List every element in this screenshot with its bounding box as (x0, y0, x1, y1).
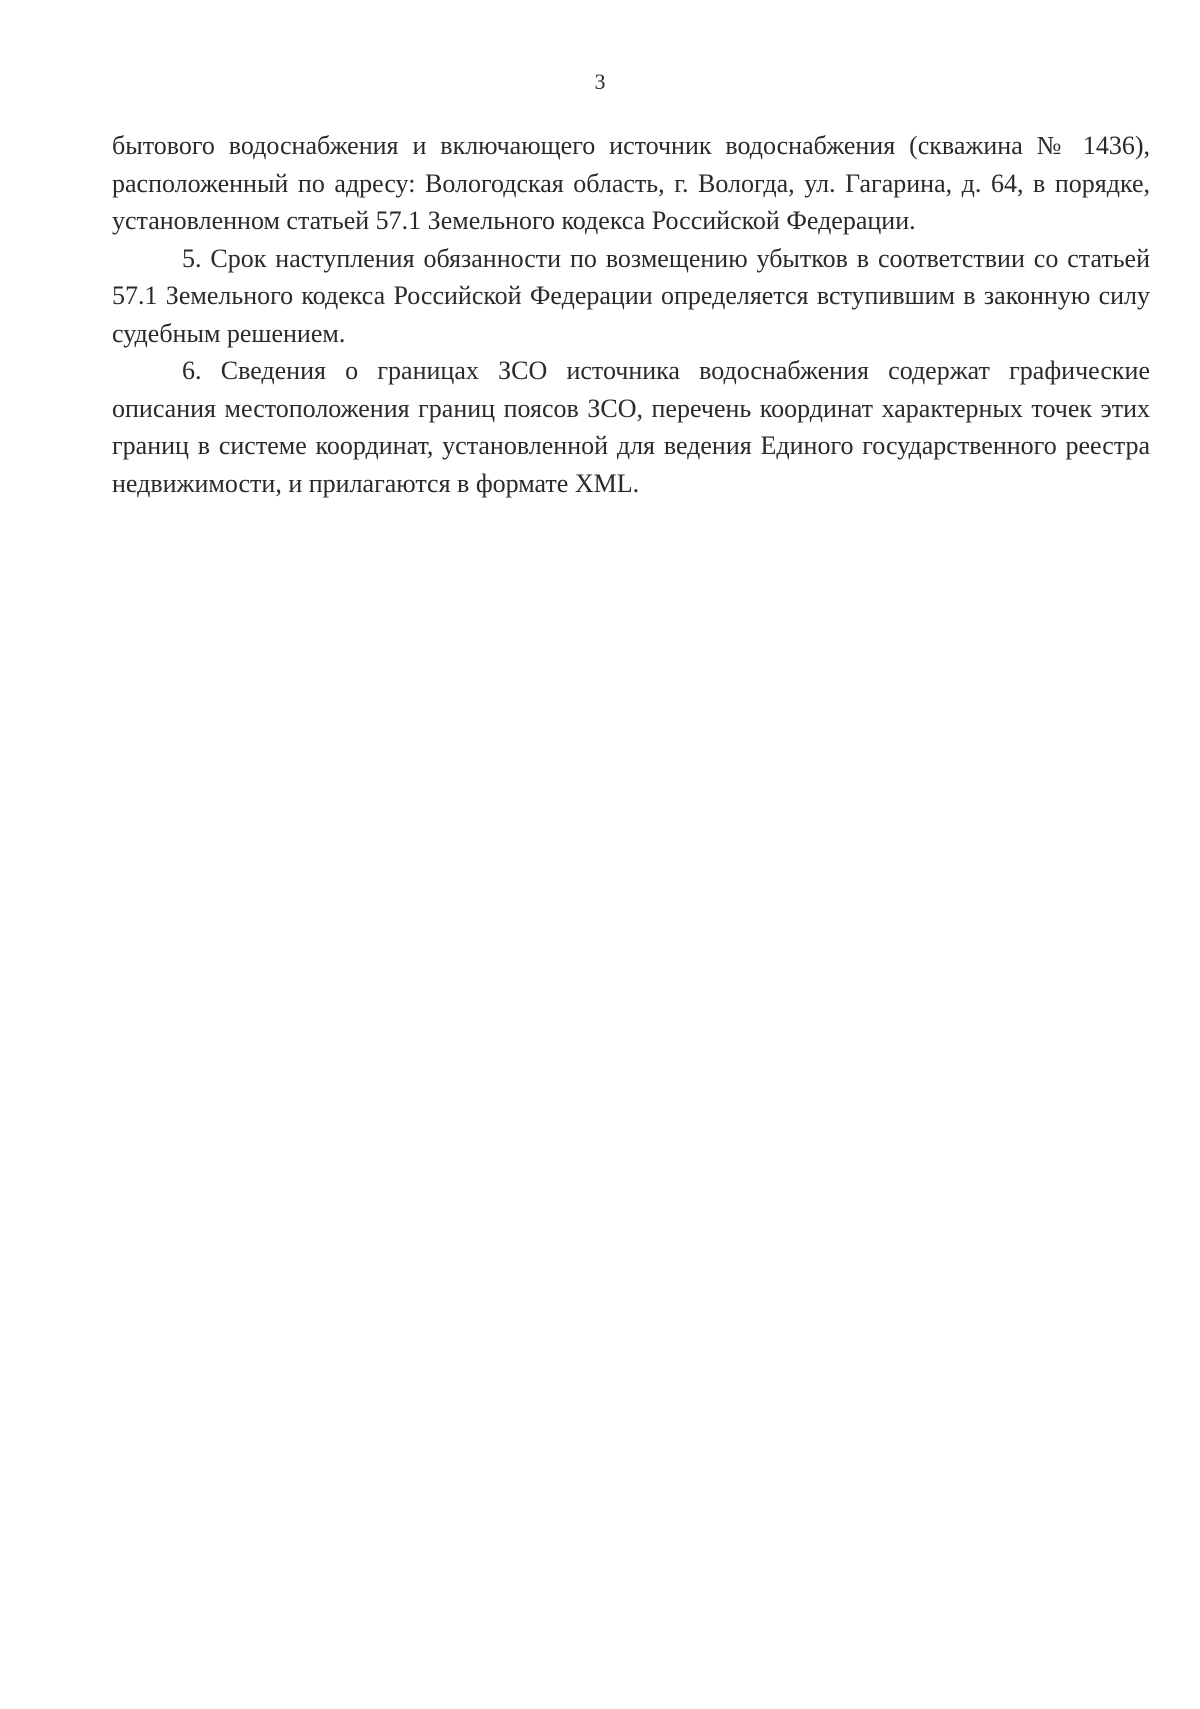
page-number: 3 (594, 69, 606, 94)
paragraph-continuation: бытового водоснабжения и включающего источник водоснабжения (скважина № 1436), расположенный по адресу: Вологодская область, г. Вологда, ул. Гагарина, д. 64, в порядке, установленном статьей 57.1 Земельного кодекса Российской Федерации. (112, 131, 1150, 235)
paragraph-item-5: 5. Срок наступления обязанности по возмещению убытков в соответствии со статьей 57.1 Земельного кодекса Российской Федерации определяется вступившим в законную силу судебным решением. (112, 243, 1150, 348)
document-body (112, 127, 1150, 502)
paragraph-item-6: 6. Сведения о границах ЗСО источника водоснабжения содержат графические описания местоположения границ поясов ЗСО, перечень координат характерных точек этих границ в системе координат, установленной для ведения Единого государственного реестра недвижимости, и прилагаются в формате XML. (112, 356, 1150, 498)
